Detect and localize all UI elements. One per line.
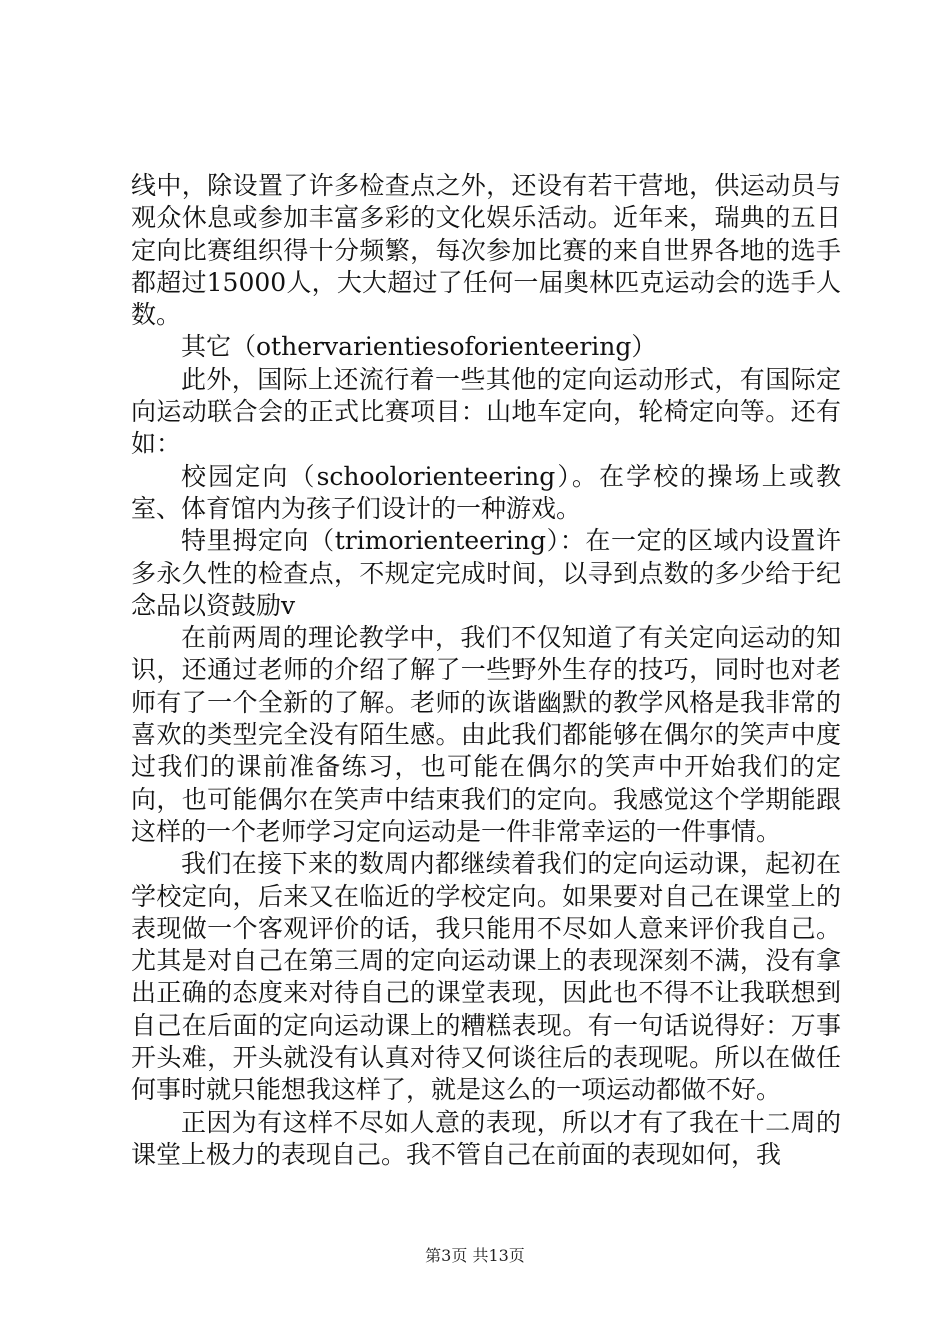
paragraph-3: 此外，国际上还流行着一些其他的定向运动形式，有国际定向运动联合会的正式比赛项目：山地车定向，轮椅定向等。还有如： [131,364,841,459]
paragraph-1: 线中，除设置了许多检查点之外，还设有若干营地，供运动员与观众休息或参加丰富多彩的文化娱乐活动。近年来，瑞典的五日定向比赛组织得十分频繁，每次参加比赛的来自世界各地的选手都超过15000人，大大超过了任何一届奥林匹克运动会的选手人数。 [131,171,841,330]
paragraph-7: 我们在接下来的数周内都继续着我们的定向运动课，起初在学校定向，后来又在临近的学校定向。如果要对自己在课堂上的表现做一个客观评价的话，我只能用不尽如人意来评价我自己。尤其是对自己在第三周的定向运动课上的表现深刻不满，没有拿出正确的态度来对待自己的课堂表现，因此也不得不让我联想到自己在后面的定向运动课上的糟糕表现。有一句话说得好：万事开头难，开头就没有认真对待又何谈往后的表现呢。所以在做任何事时就只能想我这样了，就是这么的一项运动都做不好。 [131,849,841,1105]
page-footer: 第3页 共13页 [425,1246,525,1265]
paragraph-5: 特里拇定向（trimorienteering）：在一定的区域内设置许多永久性的检查点，不规定完成时间，以寻到点数的多少给于纪念品以资鼓励v [131,526,841,620]
paragraph-4: 校园定向（schoolorienteering）。在学校的操场上或教室、体育馆内为孩子们设计的一种游戏。 [131,461,841,523]
paragraph-2: 其它（othervarientiesoforienteering） [181,332,657,362]
document-body [131,170,841,1171]
paragraph-8: 正因为有这样不尽如人意的表现，所以才有了我在十二周的课堂上极力的表现自己。我不管自己在前面的表现如何，我 [131,1107,841,1169]
paragraph-6: 在前两周的理论教学中，我们不仅知道了有关定向运动的知识，还通过老师的介绍了解了一些野外生存的技巧，同时也对老师有了一个全新的了解。老师的诙谐幽默的教学风格是我非常的喜欢的类型完全没有陌生感。由此我们都能够在偶尔的笑声中度过我们的课前准备练习，也可能在偶尔的笑声中开始我们的定向，也可能偶尔在笑声中结束我们的定向。我感觉这个学期能跟这样的一个老师学习定向运动是一件非常幸运的一件事情。 [131,623,841,846]
